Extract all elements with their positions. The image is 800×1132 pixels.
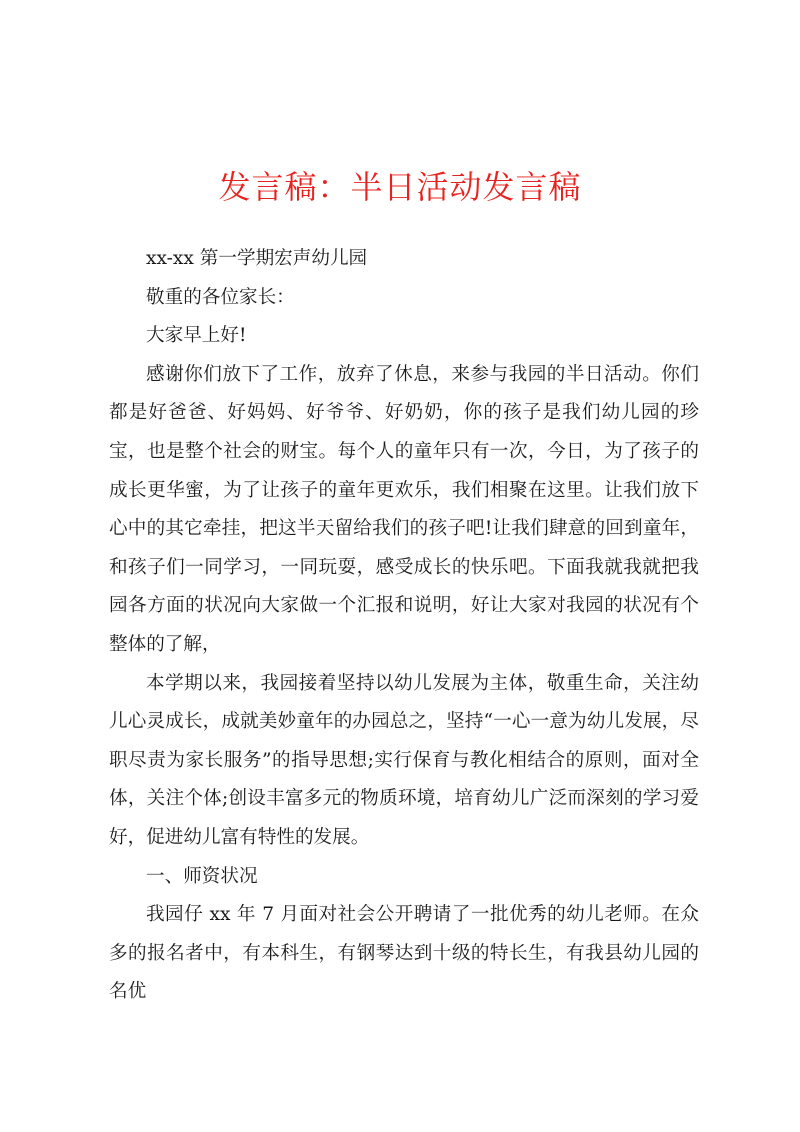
document-body [109, 240, 699, 1012]
document-title: 发言稿：半日活动发言稿 [218, 168, 582, 206]
paragraph-thanks: 感谢你们放下了工作，放弃了休息，来参与我园的半日活动。你们都是好爸爸、好妈妈、好爷爷、好奶奶，你的孩子是我们幼儿园的珍宝，也是整个社会的财宝。每个人的童年只有一次，今日，为了孩子的成长更华蜜，为了让孩子的童年更欢乐，我们相聚在这里。让我们放下心中的其它牵挂，把这半天留给我们的孩子吧!让我们肆意的回到童年，和孩子们一同学习，一同玩耍，感受成长的快乐吧。下面我就我就把我园各方面的状况向大家做一个汇报和说明，好让大家对我园的状况有个整体的了解， [109, 363, 699, 655]
paragraph-greeting: 大家早上好! [146, 325, 247, 347]
paragraph-salutation: 敬重的各位家长： [146, 286, 295, 308]
paragraph-semester-school: xx-xx 第一学期宏声幼儿园 [146, 248, 368, 269]
paragraph-teachers: 我园仔 xx 年 7 月面对社会公开聘请了一批优秀的幼儿老师。在众多的报名者中，有本科生，有钢琴达到十级的特长生，有我县幼儿园的名优 [109, 904, 699, 1003]
section-heading-teachers: 一、师资状况 [146, 865, 258, 887]
paragraph-semester-overview: 本学期以来，我园接着坚持以幼儿发展为主体，敬重生命，关注幼儿心灵成长，成就美妙童年的办园总之，坚持“一心一意为幼儿发展，尽职尽责为家长服务”的指导思想;实行保育与教化相结合的原则，面对全体，关注个体;创设丰富多元的物质环境，培育幼儿广泛而深刻的学习爱好，促进幼儿富有特性的发展。 [109, 672, 699, 848]
